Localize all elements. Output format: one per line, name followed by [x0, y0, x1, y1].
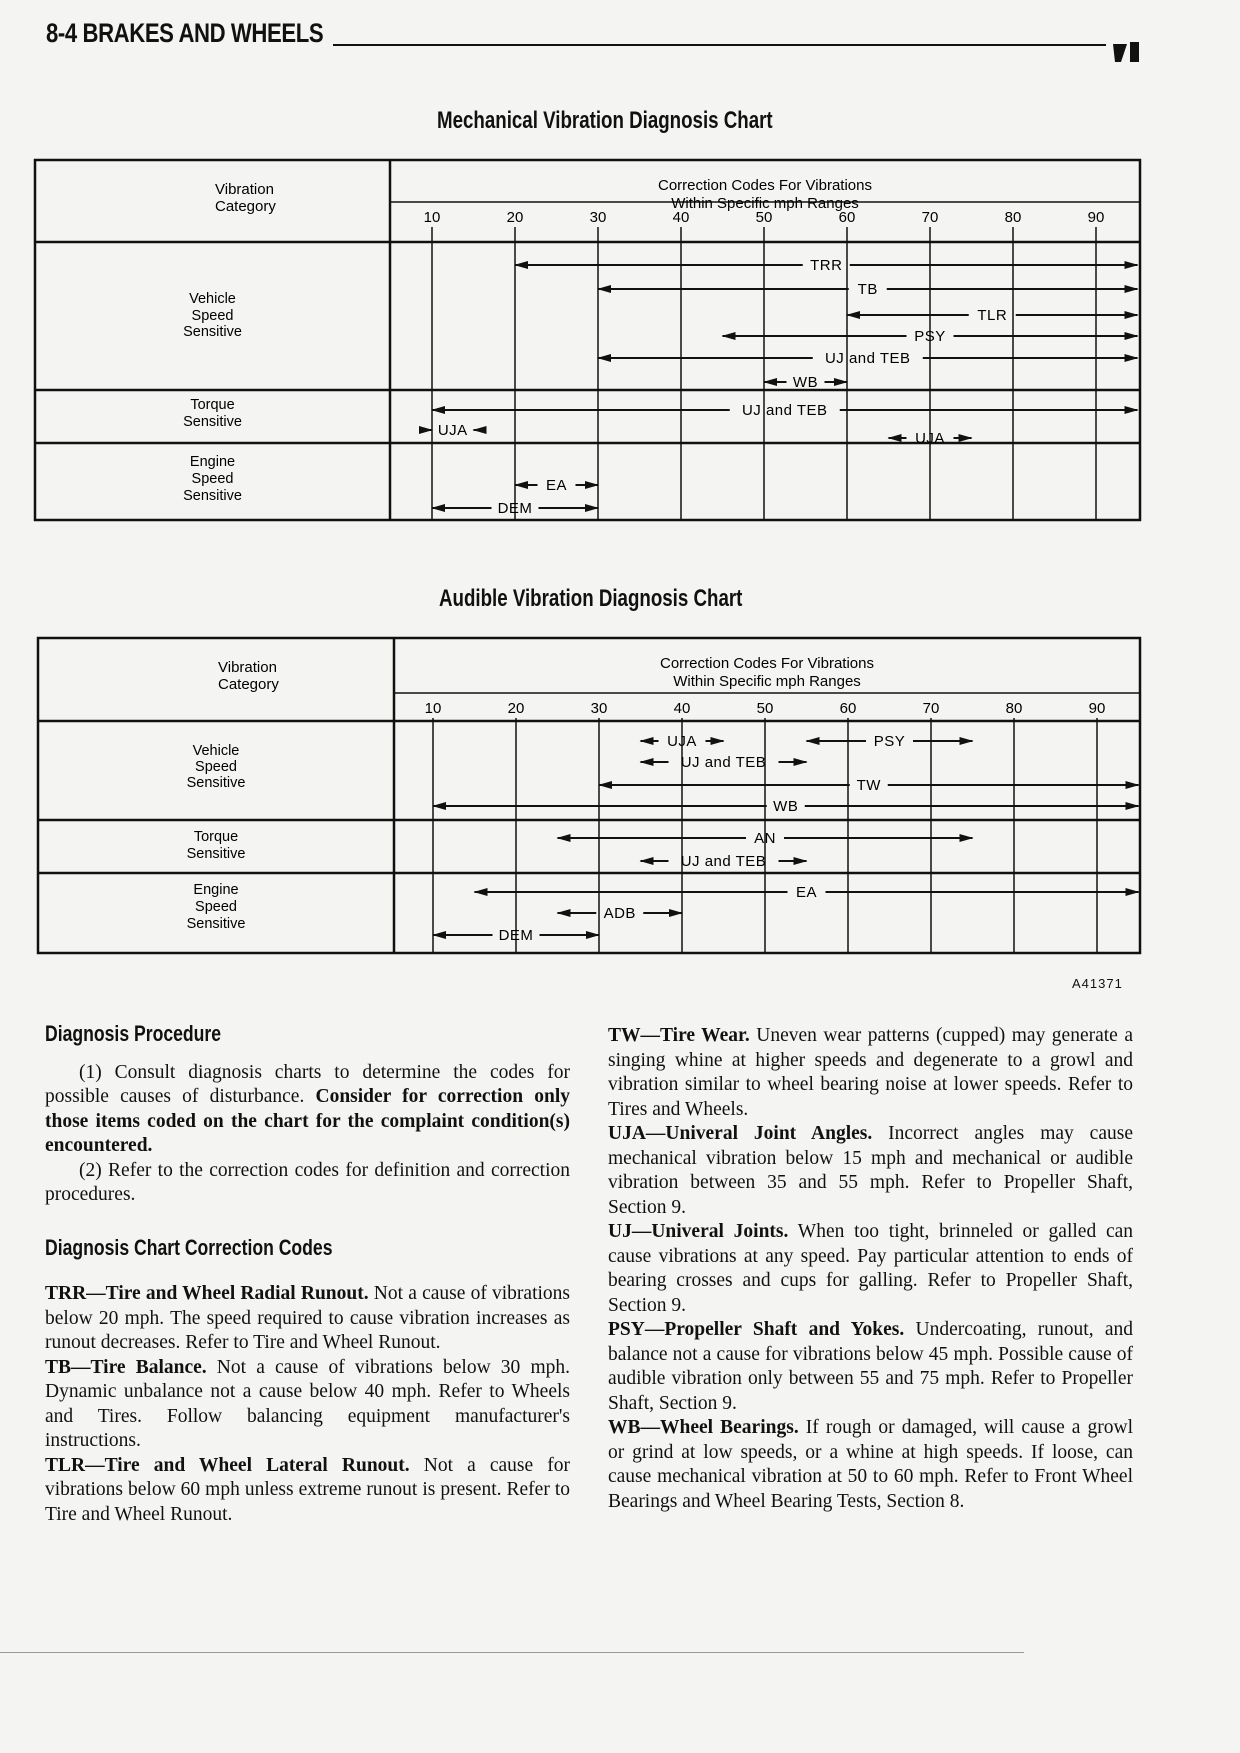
correction-code-bar	[432, 402, 1138, 419]
correction-code-bar	[558, 830, 973, 847]
correction-codes-header: Within Specific mph Ranges	[671, 195, 859, 212]
bar-code-label: ADB	[603, 905, 636, 922]
correction-codes-header: Correction Codes For Vibrations	[660, 655, 874, 672]
row-category-label: Speed	[195, 759, 237, 775]
row-category-label: Sensitive	[183, 488, 242, 504]
row-category-label: Speed	[191, 471, 234, 487]
row-category-label: Sensitive	[186, 916, 246, 932]
category-header-label: Category	[215, 198, 276, 215]
correction-code-bar	[807, 733, 973, 750]
bar-code-label: AN	[754, 830, 776, 847]
bar-code-label: PSY	[914, 328, 946, 345]
correction-codes-heading: Diagnosis Chart Correction Codes	[45, 1234, 333, 1260]
mph-tick-label: 50	[756, 700, 774, 717]
category-header-label: Vibration	[218, 659, 277, 676]
procedure-step-2: (2) Refer to the correction codes for definition and correction procedures.	[45, 1159, 570, 1205]
mph-tick-label: 80	[1004, 209, 1022, 226]
correction-codes-header: Correction Codes For Vibrations	[658, 177, 872, 194]
bar-code-label: UJA	[915, 430, 945, 447]
mph-tick-label: 50	[755, 209, 773, 226]
bar-code-label: DEM	[497, 500, 533, 517]
row-category-label: Sensitive	[183, 414, 242, 430]
correction-code-bar	[847, 307, 1138, 324]
mph-tick-label: 20	[507, 700, 525, 717]
correction-code-bar	[433, 927, 599, 944]
code-definition: UJA—Univeral Joint Angles. Incorrect angles may cause mechanical vibration below 15 mph and mechanical or audible vibration between 35 and 55 mph. Refer to Propeller Shaft, Section 9.	[608, 1123, 1133, 1218]
row-category-label: Speed	[191, 308, 234, 324]
audible-vibration-chart	[38, 638, 1140, 953]
figure-number: A41371	[1072, 976, 1123, 991]
correction-code-bar	[641, 754, 807, 771]
mph-tick-label: 90	[1088, 700, 1106, 717]
bar-code-label: WB	[773, 798, 799, 815]
correction-code-bar	[433, 798, 1139, 815]
bar-code-label: UJ and TEB	[680, 853, 767, 870]
mph-tick-label: 90	[1087, 209, 1105, 226]
code-definition: PSY—Propeller Shaft and Yokes. Undercoating, runout, and balance not a cause for vibrations below 45 mph. Possible cause of audible vibration only between 55 and 75 mph. Refer to Propeller Shaft, Section 9.	[608, 1319, 1133, 1414]
page-header-title: 8-4 BRAKES AND WHEELS	[46, 18, 324, 48]
mph-tick-label: 60	[838, 209, 856, 226]
bar-code-label: TB	[857, 281, 878, 298]
bar-code-label: TRR	[810, 257, 843, 274]
mph-tick-label: 30	[589, 209, 607, 226]
row-category-label: Torque	[193, 829, 239, 845]
correction-code-bar	[475, 884, 1139, 901]
row-category-label: Vehicle	[189, 291, 236, 307]
bar-code-label: EA	[795, 884, 818, 901]
correction-code-bar	[723, 328, 1138, 345]
bar-code-label: UJ and TEB	[680, 754, 767, 771]
row-category-label: Speed	[195, 899, 237, 915]
row-category-label: Vehicle	[192, 743, 240, 759]
mph-tick-label: 30	[590, 700, 608, 717]
audible-chart-title: Audible Vibration Diagnosis Chart	[439, 585, 743, 612]
bar-code-label: EA	[545, 477, 568, 494]
correction-code-bar	[764, 374, 847, 391]
bar-code-label: TW	[856, 777, 881, 794]
bar-code-label: UJA	[667, 733, 697, 750]
category-header-label: Category	[218, 676, 279, 693]
code-definition: TW—Tire Wear. Uneven wear patterns (cupped) may generate a singing whine at higher speeds and degenerate to a growl and vibration similar to wheel bearing noise at lower speeds. Refer to Tires and Wheels.	[608, 1025, 1133, 1120]
correction-code-bar	[598, 281, 1138, 298]
correction-code-bar	[432, 500, 598, 517]
bar-code-label: PSY	[873, 733, 906, 750]
bottom-rule	[0, 1652, 1024, 1653]
row-category-label: Engine	[193, 882, 239, 898]
mph-tick-label: 70	[922, 700, 940, 717]
bar-code-label: DEM	[498, 927, 534, 944]
right-text-column	[608, 1024, 1133, 1514]
diagnosis-procedure-heading: Diagnosis Procedure	[45, 1021, 222, 1046]
category-header-label: Vibration	[215, 181, 274, 198]
row-category-label: Sensitive	[186, 775, 246, 791]
code-definition: TLR—Tire and Wheel Lateral Runout. Not a cause for vibrations below 60 mph unless extreme runout is present. Refer to Tire and Wheel Runout.	[45, 1454, 571, 1525]
mph-tick-label: 40	[672, 209, 690, 226]
row-category-label: Engine	[189, 454, 236, 470]
correction-code-bar	[889, 430, 972, 447]
mph-tick-label: 80	[1005, 700, 1023, 717]
mph-tick-label: 60	[839, 700, 857, 717]
mph-tick-label: 70	[921, 209, 939, 226]
correction-code-bar	[598, 350, 1138, 367]
procedure-step-1: (1) Consult diagnosis charts to determine the codes for possible causes of disturbance. Consider for correction only those items coded on the chart for the complaint condition(s) encountered.	[45, 1061, 570, 1156]
correction-code-bar	[599, 777, 1139, 794]
correction-code-bar	[515, 477, 598, 494]
correction-code-bar	[641, 853, 807, 870]
mph-tick-label: 20	[506, 209, 524, 226]
procedure-step-1-emphasis: Consider for correction only those items coded on the chart for the complaint condition(s) encountered.	[45, 1086, 570, 1156]
row-category-label: Torque	[190, 397, 235, 413]
mph-tick-label: 10	[424, 700, 442, 717]
row-category-label: Sensitive	[183, 324, 242, 340]
bar-code-label: TLR	[977, 307, 1008, 324]
correction-code-bar	[429, 422, 476, 439]
mechanical-vibration-chart	[35, 160, 1140, 520]
bar-code-label: WB	[792, 374, 819, 391]
mph-tick-label: 10	[423, 209, 441, 226]
correction-codes-header: Within Specific mph Ranges	[673, 673, 861, 690]
code-definition: WB—Wheel Bearings. If rough or damaged, will cause a growl or grind at low speeds, or a whine at high speeds. If loose, can cause mechanical vibration at 50 to 60 mph. Refer to Front Wheel Bearings and Wheel Bearing Tests, Section 8.	[608, 1417, 1134, 1512]
correction-code-bar	[515, 257, 1138, 274]
correction-code-bar	[558, 905, 683, 922]
row-category-label: Sensitive	[186, 846, 246, 862]
code-definition: UJ—Univeral Joints. When too tight, brinneled or galled can cause vibrations at any speed. Pay particular attention to ends of bearing crosses and cups for galling. Refer to Propeller Shaft, Section 9.	[608, 1221, 1134, 1316]
code-definition: TRR—Tire and Wheel Radial Runout. Not a cause of vibrations below 20 mph. The speed required to cause vibration increases as runout decreases. Refer to Tire and Wheel Runout.	[45, 1283, 570, 1353]
mechanical-chart-title: Mechanical Vibration Diagnosis Chart	[437, 107, 773, 134]
mph-tick-label: 40	[673, 700, 691, 717]
bar-code-label: UJ and TEB	[741, 402, 828, 419]
left-text-column	[45, 1022, 570, 1527]
code-definition: TB—Tire Balance. Not a cause of vibrations below 30 mph. Dynamic unbalance not a cause below 40 mph. Refer to Wheels and Tires. Follow balancing equipment manufacturer's instructions.	[45, 1356, 571, 1451]
correction-code-bar	[641, 733, 724, 750]
bar-code-label: UJ and TEB	[824, 350, 911, 367]
bar-code-label: UJA	[437, 422, 468, 439]
